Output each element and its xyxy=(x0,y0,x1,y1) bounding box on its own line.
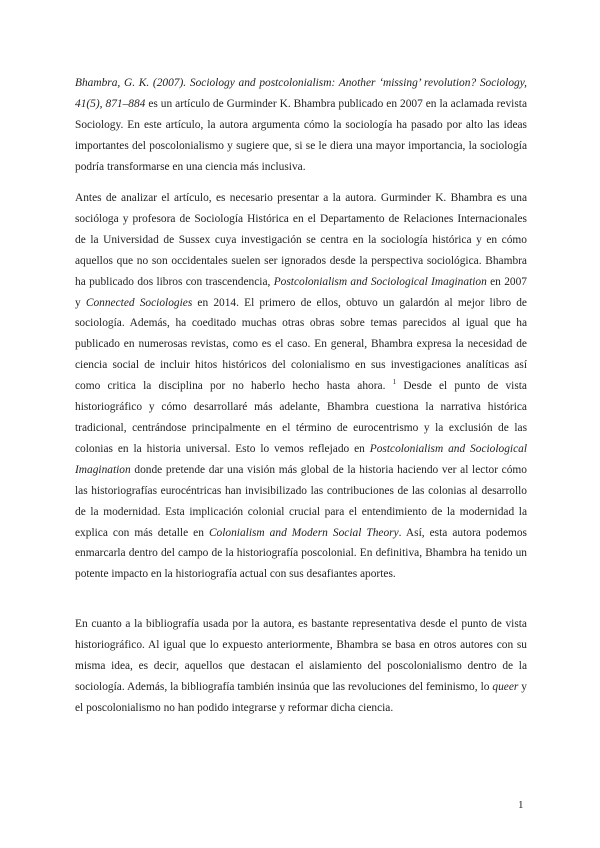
paragraph-citation-intro xyxy=(75,73,527,178)
citation-reference: Bhambra, G. K. (2007). Sociology and postcolonialism: Another ‘missing’ revolution? Sociology, 41(5), 871–884 xyxy=(75,77,527,110)
text-segment: y el poscolonialismo no han podido integrarse y reformar dicha ciencia. xyxy=(75,680,528,714)
text-segment: es un artículo de Gurminder K. Bhambra publicado en 2007 en la aclamada revista Sociology. En este artículo, la autora argumenta cómo la sociología ha pasado por alto las ideas importantes del poscolonialismo y sugiere que, si se le diera una mayor importancia, la sociología podría transformarse en una ciencia más inclusiva. xyxy=(75,97,527,173)
book-title: Connected Sociologies xyxy=(85,296,193,309)
text-segment: En cuanto a la bibliografía usada por la autora, es bastante representativa desde el punto de vista historiográfico. Al igual que lo expuesto anteriormente, Bhambra se basa en otros autores con su misma idea, es decir, aquellos que destacan el aislamiento del poscolonialismo dentro de la sociología. Además, la bibliografía también insinúa que las revoluciones del feminismo, lo xyxy=(75,618,527,693)
emphasis-term: queer xyxy=(492,680,519,693)
text-segment: Antes de analizar el artículo, es necesario presentar a la autora. Gurminder K. Bhambra es una socióloga y profesora de Sociología Histórica en el Departamento de Relaciones Internacionales de la Universidad de Sussex cuya investigación se centra en la sociología histórica y en cómo aquellos que no son occidentales suelen ser ignorados desde la perspectiva sociológica. Bhambra ha publicado dos libros con trascendencia, xyxy=(75,192,527,288)
text-segment: donde pretende dar una visión más global de la historia haciendo ver al lector cómo las historiografías eurocéntricas han invisibilizado las contribuciones de las colonias al desarrollo de la modernidad. Esta implicación colonial crucial para el entendimiento de la modernidad la explica con más detalle en xyxy=(75,463,527,539)
text-segment: . Así, esta autora podemos enmarcarla dentro del campo de la historiografía poscolonial. En definitiva, Bhambra ha tenido un potente impacto en la historiografía actual con sus desafiantes aportes. xyxy=(75,526,527,581)
book-title: Postcolonialism and Sociological Imagination xyxy=(273,275,487,288)
text-segment: en 2007 y xyxy=(75,275,527,309)
text-segment: Desde el punto de vista historiográfico y cómo desarrollaré más adelante, Bhambra cuestiona la narrativa histórica tradicional, centrándose principalmente en el término de eurocentrismo y la exclusión de las colonias en la historia universal. Esto lo vemos reflejado en xyxy=(75,380,527,455)
book-title: Postcolonialism and Sociological Imagination xyxy=(75,442,527,476)
page-number: 1 xyxy=(518,799,524,811)
book-title: Colonialism and Modern Social Theory xyxy=(208,526,399,539)
paragraph-bibliography xyxy=(75,614,527,719)
footnote-marker: 1 xyxy=(392,378,397,387)
paragraph-author-presentation xyxy=(75,188,527,585)
text-segment: en 2014. El primero de ellos, obtuvo un galardón al mejor libro de sociología. Además, ha coeditado muchas otras obras sobre temas parecidos al igual que ha publicado en numerosas revistas, como es el caso. En general, Bhambra expresa la necesidad de ciencia social de incluir hitos históricos del colonialismo en sus investigaciones analíticas así como critica la disciplina por no haberlo hecho hasta ahora. xyxy=(75,296,527,393)
